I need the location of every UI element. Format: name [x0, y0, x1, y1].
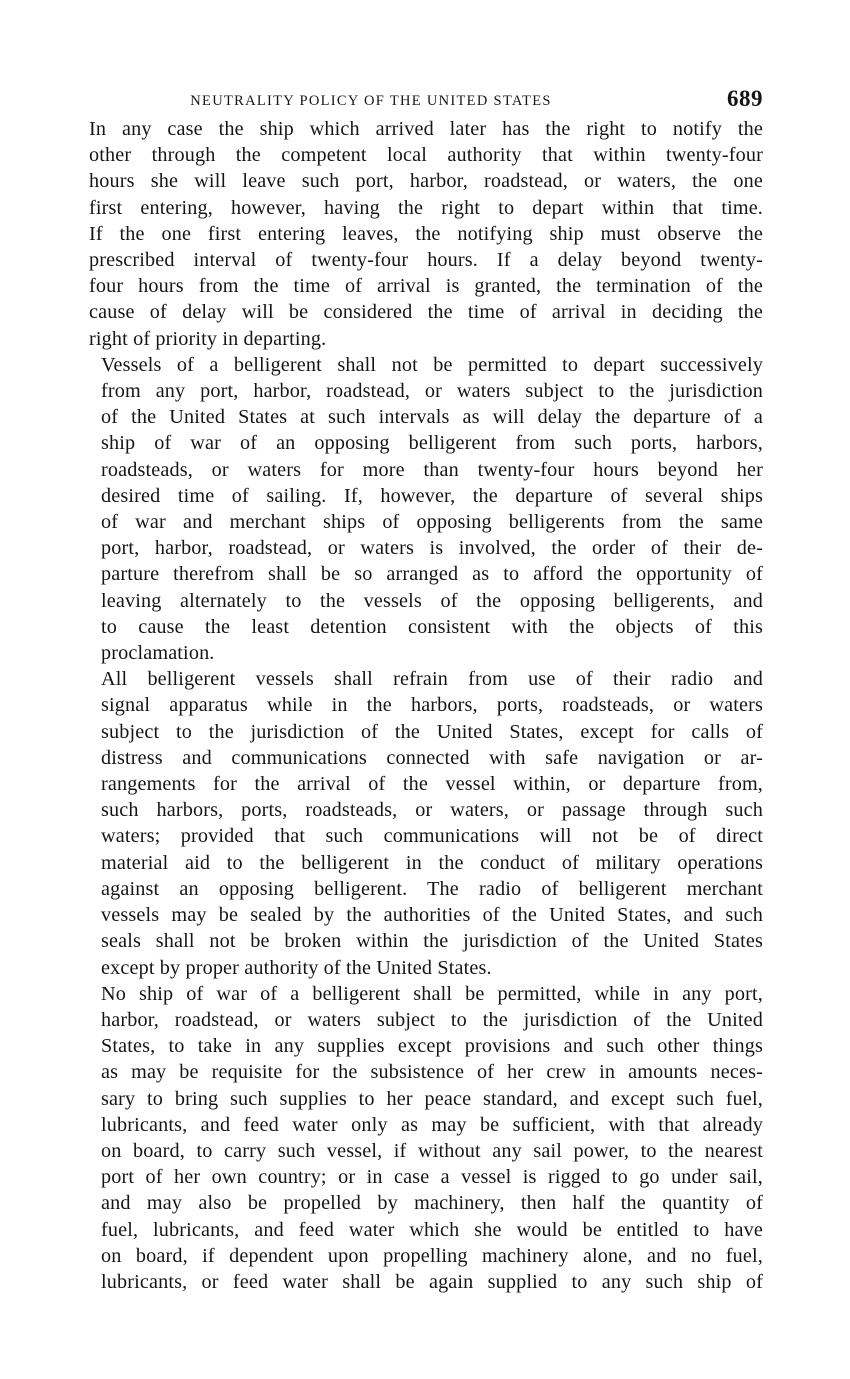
text-line: other through the competent local authority that within twenty-four [89, 144, 763, 167]
text-line: right of priority in departing. [89, 327, 327, 350]
text-line: against an opposing belligerent. The radio of belligerent merchant [101, 877, 763, 900]
text-line: parture therefrom shall be so arranged as to afford the opportunity of [101, 563, 763, 586]
paragraph-2 [89, 352, 763, 666]
text-line: of the United States at such intervals as will delay the departure of a [101, 406, 763, 429]
text-line: ship of war of an opposing belligerent from such ports, harbors, [101, 432, 763, 455]
text-line: leaving alternately to the vessels of the opposing belligerents, and [101, 589, 763, 612]
text-line: of war and merchant ships of opposing belligerents from the same [101, 511, 763, 534]
text-line: four hours from the time of arrival is granted, the termination of the [89, 275, 763, 298]
text-line: vessels may be sealed by the authorities of the United States, and such [101, 904, 763, 927]
text-line: Vessels of a belligerent shall not be permitted to depart successively [101, 353, 763, 376]
text-line: and may also be propelled by machinery, then half the quantity of [101, 1192, 763, 1215]
text-line: cause of delay will be considered the time of arrival in deciding the [89, 301, 763, 324]
text-line: If the one first entering leaves, the notifying ship must observe the [89, 222, 763, 245]
book-page [89, 86, 763, 1295]
text-line: as may be requisite for the subsistence of her crew in amounts neces- [101, 1061, 763, 1084]
text-line: sary to bring such supplies to her peace standard, and except such fuel, [101, 1087, 763, 1110]
running-title: NEUTRALITY POLICY OF THE UNITED STATES [190, 93, 552, 109]
text-line: fuel, lubricants, and feed water which she would be entitled to have [101, 1218, 763, 1241]
text-line: proclamation. [101, 642, 215, 665]
body-text [89, 116, 763, 1295]
text-line: such harbors, ports, roadsteads, or waters, or passage through such [101, 799, 763, 822]
text-line: No ship of war of a belligerent shall be permitted, while in any port, [101, 982, 763, 1005]
text-line: material aid to the belligerent in the conduct of military operations [101, 851, 763, 874]
text-line: lubricants, and feed water only as may be sufficient, with that already [101, 1113, 763, 1136]
text-line: first entering, however, having the right to depart within that time. [89, 196, 763, 219]
paragraph-1 [89, 116, 763, 352]
running-head [89, 86, 763, 114]
text-line: desired time of sailing. If, however, the departure of several ships [101, 484, 763, 507]
text-line: prescribed interval of twenty-four hours. If a delay beyond twenty- [89, 249, 763, 272]
text-line: subject to the jurisdiction of the United States, except for calls of [101, 720, 763, 743]
text-line: seals shall not be broken within the jurisdiction of the United States [101, 930, 763, 953]
text-line: States, to take in any supplies except provisions and such other things [101, 1035, 763, 1058]
page-number: 689 [727, 86, 763, 111]
text-line: signal apparatus while in the harbors, ports, roadsteads, or waters [101, 694, 763, 717]
text-line: to cause the least detention consistent with the objects of this [101, 615, 763, 638]
text-line: waters; provided that such communications will not be of direct [101, 825, 763, 848]
text-line: distress and communications connected with safe navigation or ar- [101, 746, 763, 769]
text-line: In any case the ship which arrived later has the right to notify the [89, 118, 763, 140]
text-line: port of her own country; or in case a vessel is rigged to go under sail, [101, 1166, 763, 1189]
text-line: All belligerent vessels shall refrain from use of their radio and [101, 668, 763, 691]
paragraph-4 [89, 981, 763, 1295]
text-line: lubricants, or feed water shall be again supplied to any such ship of [101, 1270, 763, 1293]
text-line: roadsteads, or waters for more than twenty-four hours beyond her [101, 458, 763, 481]
text-line: port, harbor, roadstead, or waters is involved, the order of their de- [101, 537, 763, 560]
text-line: from any port, harbor, roadstead, or waters subject to the jurisdiction [101, 380, 763, 403]
text-line: on board, to carry such vessel, if without any sail power, to the nearest [101, 1139, 763, 1162]
text-line: on board, if dependent upon propelling machinery alone, and no fuel, [101, 1244, 763, 1267]
text-line: hours she will leave such port, harbor, roadstead, or waters, the one [89, 170, 763, 193]
text-line: rangements for the arrival of the vessel within, or departure from, [101, 773, 763, 796]
text-line: except by proper authority of the United States. [101, 956, 492, 979]
text-line: harbor, roadstead, or waters subject to the jurisdiction of the United [101, 1008, 763, 1031]
paragraph-3 [89, 666, 763, 980]
